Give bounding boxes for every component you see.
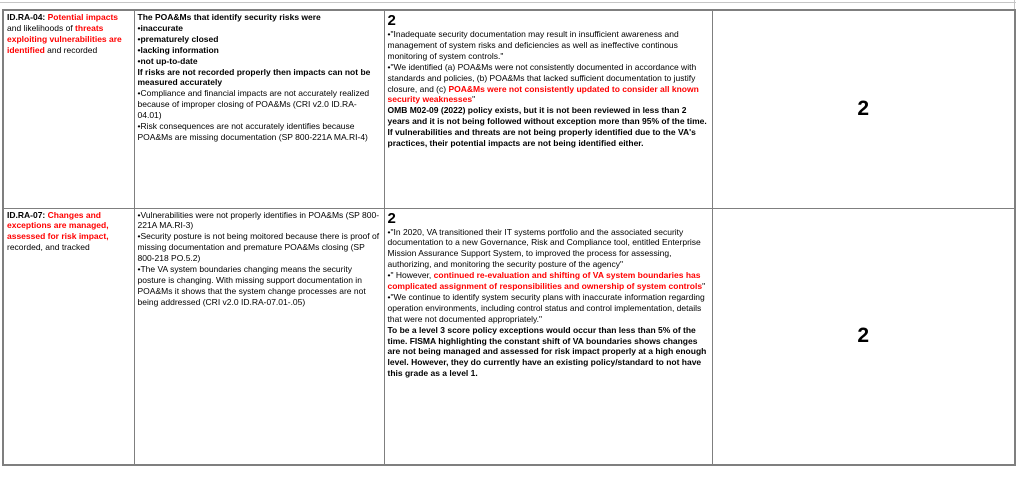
text-segment: •lacking information <box>137 44 219 55</box>
text-segment: " <box>472 94 476 105</box>
paragraph <box>138 12 381 23</box>
text-segment: ID.RA-04: <box>7 12 48 22</box>
analysis-score: 2 <box>387 12 396 29</box>
paragraph <box>138 34 381 45</box>
paragraph <box>138 67 381 89</box>
text-segment: and recorded <box>47 44 98 55</box>
assessment-table-body <box>3 10 1015 465</box>
paragraph <box>388 325 709 380</box>
paragraph <box>388 227 709 271</box>
text-segment: •Risk consequences are not accurately identifies because POA&Ms are missing documentation (SP 800-221A MA.RI-4) <box>137 121 368 142</box>
paragraph <box>7 12 131 56</box>
text-segment: If risks are not recorded properly then impacts can not be measured accurately <box>137 66 371 88</box>
text-segment: OMB M02-09 (2022) policy exists, but it is not been reviewed in less than 2 years and it is not being followed without exception more than 95% of the time. If vulnerabilities and threats are not being properly identified due to the VA's practices, their potential impacts are not being identified either. <box>387 105 707 149</box>
text-segment: •inaccurate <box>137 22 183 33</box>
text-segment: and likelihoods of <box>7 22 76 33</box>
paragraph <box>388 292 709 325</box>
text-segment: •" However, <box>387 270 434 281</box>
text-segment: threats exploiting vulnerabilities are identified <box>7 22 122 55</box>
paragraph <box>138 121 381 143</box>
document-table-region <box>2 9 1016 466</box>
text-segment: •Compliance and financial impacts are not accurately realized because of improper closing of POA&Ms (CRI v2.0 ID.RA-04.01) <box>137 88 370 121</box>
text-segment: continued re-evaluation and shifting of VA system boundaries has complicated assignment of responsibilities and ownership of system controls <box>387 270 703 292</box>
paragraph <box>138 45 381 56</box>
text-segment: •Vulnerabilities were not properly identifies in POA&Ms (SP 800-221A MA.RI-3) <box>137 209 380 231</box>
findings-cell[interactable] <box>134 10 384 208</box>
paragraph <box>388 62 709 106</box>
text-segment: •Security posture is not being moitored because there is proof of missing documentation and premature POA&Ms closing (SP 800-218 PO.5.2) <box>137 231 380 264</box>
text-segment: •"In 2020, VA transitioned their IT systems portfolio and the associated security documentation to a new Governance, Risk and Compliance tool, entitled Enterprise Mission Assurance Support System, to improved the process for assessing, authorizing, and monitoring the security posture of the agency" <box>387 226 701 270</box>
cropped-previous-row-border <box>0 2 1016 3</box>
analysis-score: 2 <box>387 209 396 227</box>
paragraph <box>138 88 381 121</box>
text-segment: Changes and exceptions are managed, assessed for risk impact, <box>7 209 109 242</box>
overall-score-value: 2 <box>857 324 870 348</box>
overall-score-value: 2 <box>857 97 870 121</box>
text-segment: recorded, and tracked <box>7 242 90 253</box>
text-segment: To be a level 3 score policy exceptions would occur than less than 5% of the time. FISMA highlighting the constant shift of VA boundaries shows changes are not being managed and assessed for risk impact properly at a high enough level. However, they do currently have an existing policy/standard to not have this grade as a level 1. <box>387 324 707 379</box>
text-segment: The POA&Ms that identify security risks were <box>137 12 321 22</box>
analysis-cell[interactable] <box>384 208 712 465</box>
overall-score-cell[interactable] <box>712 208 1015 465</box>
cropped-previous-row-border-right <box>1014 0 1015 9</box>
paragraph <box>388 29 709 62</box>
findings-cell[interactable] <box>134 208 384 465</box>
text-segment: POA&Ms were not consistently updated to consider all known security weaknesses <box>387 83 699 105</box>
risk-assessment-table <box>2 9 1016 466</box>
control-id-cell[interactable] <box>3 208 134 465</box>
table-row <box>3 10 1015 208</box>
text-segment: •"We identified (a) POA&Ms were not consistently documented in accordance with standards and policies, (b) POA&Ms that lacked sufficient documentation to justify closure, and (c) <box>387 61 697 94</box>
paragraph <box>138 231 381 264</box>
overall-score-cell[interactable] <box>712 10 1015 208</box>
control-id-cell[interactable] <box>3 10 134 208</box>
text-segment: " <box>702 281 706 292</box>
text-segment: Potential impacts <box>47 12 119 22</box>
text-segment: ID.RA-07: <box>7 209 48 220</box>
paragraph <box>138 264 381 308</box>
paragraph <box>138 23 381 34</box>
text-segment: •"We continue to identify system security plans with inaccurate information regarding operation environments, including control status and control implementation, details that were not documented appropriately." <box>387 291 705 324</box>
text-segment: •prematurely closed <box>137 33 219 44</box>
analysis-cell[interactable] <box>384 10 712 208</box>
paragraph <box>138 210 381 232</box>
text-segment: •not up-to-date <box>137 55 198 66</box>
paragraph <box>138 56 381 67</box>
paragraph <box>7 210 131 254</box>
text-segment: •The VA system boundaries changing means the security posture is changing. With missing support documentation in POA&Ms it shows that the system change processes are not being addressed (CRI v2.0 ID.RA-07.01-.05) <box>137 264 366 307</box>
table-row <box>3 208 1015 465</box>
paragraph <box>388 105 709 149</box>
text-segment: •"Inadequate security documentation may result in insufficient awareness and management of system risks and deficiencies as well as ineffective continous monitoring of system controls." <box>387 29 679 61</box>
paragraph <box>388 270 709 292</box>
